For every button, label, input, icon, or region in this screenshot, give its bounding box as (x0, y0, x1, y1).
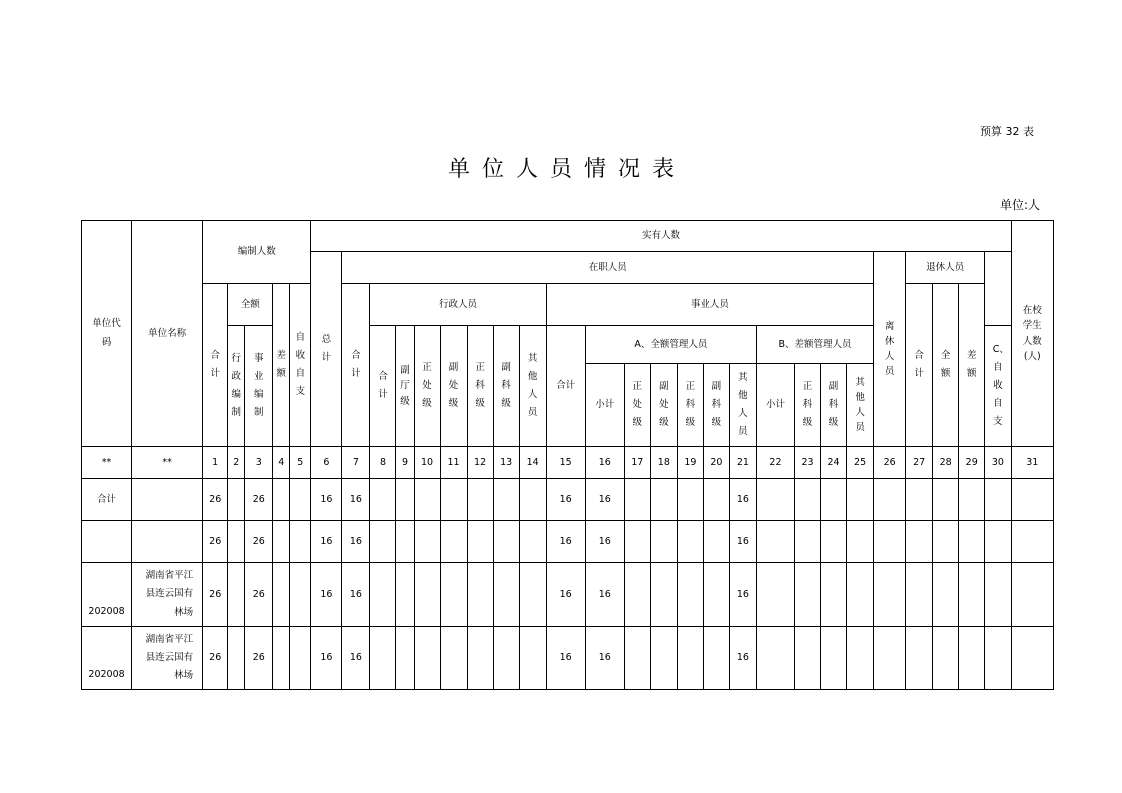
index-cell: 6 (311, 447, 342, 479)
index-cell: 2 (228, 447, 245, 479)
value-cell (985, 521, 1011, 563)
header-admin-staffing: 行政编制 (228, 326, 245, 447)
table-row (82, 479, 1054, 521)
header-b-other: 其他人员 (847, 364, 874, 447)
value-cell (414, 479, 440, 521)
value-cell (493, 627, 519, 690)
value-cell (959, 479, 985, 521)
index-cell: ** (132, 447, 203, 479)
value-cell (228, 563, 245, 627)
index-cell: 12 (467, 447, 493, 479)
value-cell (677, 479, 703, 521)
value-cell (959, 627, 985, 690)
value-cell: 26 (245, 479, 273, 521)
index-cell: 14 (519, 447, 546, 479)
value-cell (1011, 627, 1053, 690)
unit-name-cell: 湖南省平江县连云国有林场 (132, 563, 203, 627)
header-a-full-management: A、全额管理人员 (585, 326, 756, 364)
value-cell (493, 521, 519, 563)
index-cell: 18 (650, 447, 677, 479)
value-cell (959, 563, 985, 627)
index-cell: 28 (933, 447, 959, 479)
header-retired: 退休人员 (906, 252, 985, 284)
header-a-deputy-division: 副处级 (650, 364, 677, 447)
value-cell: 16 (546, 563, 585, 627)
header-retired-balance: 差额 (959, 284, 985, 447)
value-cell: 16 (311, 563, 342, 627)
value-cell (370, 563, 396, 627)
value-cell (756, 627, 794, 690)
header-balance-funding: 差额 (273, 284, 290, 447)
value-cell (795, 479, 821, 521)
value-cell: 26 (203, 521, 228, 563)
value-cell (874, 627, 906, 690)
value-cell (519, 627, 546, 690)
unit-name-cell (132, 479, 203, 521)
value-cell (677, 627, 703, 690)
header-deputy-division: 副处级 (440, 326, 467, 447)
index-cell: 31 (1011, 447, 1053, 479)
value-cell (677, 521, 703, 563)
value-cell (493, 563, 519, 627)
header-in-service: 在职人员 (342, 252, 874, 284)
value-cell: 16 (585, 479, 624, 521)
index-cell: 26 (874, 447, 906, 479)
value-cell (650, 627, 677, 690)
value-cell: 16 (729, 479, 756, 521)
table-row (82, 563, 1054, 627)
index-cell: 25 (847, 447, 874, 479)
header-b-deputy-section: 副科级 (821, 364, 847, 447)
index-cell: 21 (729, 447, 756, 479)
header-deputy-bureau: 副厅级 (396, 326, 414, 447)
value-cell: 16 (311, 627, 342, 690)
value-cell (1011, 563, 1053, 627)
value-cell (228, 521, 245, 563)
header-students: 在校学生人数(人) (1011, 221, 1053, 447)
value-cell: 16 (546, 627, 585, 690)
value-cell: 16 (311, 521, 342, 563)
value-cell (290, 521, 311, 563)
value-cell: 26 (245, 627, 273, 690)
value-cell (440, 627, 467, 690)
value-cell (467, 563, 493, 627)
value-cell (703, 479, 729, 521)
value-cell (228, 627, 245, 690)
value-cell (396, 627, 414, 690)
value-cell (624, 563, 650, 627)
value-cell (874, 479, 906, 521)
index-cell: 3 (245, 447, 273, 479)
value-cell: 26 (245, 521, 273, 563)
header-staffing: 编制人数 (203, 221, 311, 284)
value-cell (703, 627, 729, 690)
index-cell: 19 (677, 447, 703, 479)
value-cell: 26 (245, 563, 273, 627)
value-cell (273, 479, 290, 521)
index-cell: 1 (203, 447, 228, 479)
value-cell (906, 563, 933, 627)
value-cell: 26 (203, 563, 228, 627)
index-cell: 24 (821, 447, 847, 479)
index-cell: ** (82, 447, 132, 479)
header-chief-section: 正科级 (467, 326, 493, 447)
value-cell (290, 563, 311, 627)
index-cell: 27 (906, 447, 933, 479)
header-a-other: 其他人员 (729, 364, 756, 447)
header-institution-total: 合计 (546, 326, 585, 447)
value-cell (290, 627, 311, 690)
value-cell (624, 479, 650, 521)
personnel-table (81, 220, 1054, 690)
value-cell (847, 627, 874, 690)
value-cell (874, 521, 906, 563)
header-c-self-funded: C、自收自支 (985, 326, 1011, 447)
value-cell: 16 (311, 479, 342, 521)
index-cell: 16 (585, 447, 624, 479)
index-cell: 30 (985, 447, 1011, 479)
value-cell (467, 521, 493, 563)
value-cell (519, 563, 546, 627)
value-cell (906, 479, 933, 521)
value-cell (440, 479, 467, 521)
header-b-subtotal: 小计 (756, 364, 794, 447)
value-cell: 16 (585, 563, 624, 627)
unit-name-cell: 湖南省平江县连云国有林场 (132, 627, 203, 690)
value-cell: 16 (729, 627, 756, 690)
header-retired-full: 全额 (933, 284, 959, 447)
value-cell (933, 521, 959, 563)
index-cell: 20 (703, 447, 729, 479)
value-cell (467, 627, 493, 690)
header-a-deputy-section: 副科级 (703, 364, 729, 447)
value-cell (906, 521, 933, 563)
header-retired-officials: 离休人员 (874, 252, 906, 447)
value-cell: 26 (203, 479, 228, 521)
value-cell (273, 521, 290, 563)
header-quota-total: 合计 (203, 284, 228, 447)
value-cell: 16 (729, 563, 756, 627)
unit-label: 单位:人 (1000, 198, 1041, 212)
value-cell (821, 521, 847, 563)
unit-code-cell: 202008 (82, 627, 132, 690)
header-unit-code: 单位代码 (82, 221, 132, 447)
value-cell (795, 521, 821, 563)
unit-name-cell (132, 521, 203, 563)
value-cell (677, 563, 703, 627)
form-number: 预算 32 表 (980, 125, 1034, 138)
value-cell (370, 521, 396, 563)
unit-code-cell: 202008 (82, 563, 132, 627)
value-cell (874, 563, 906, 627)
value-cell: 16 (729, 521, 756, 563)
value-cell (396, 479, 414, 521)
value-cell (756, 521, 794, 563)
value-cell: 16 (585, 521, 624, 563)
header-retired-total: 合计 (906, 284, 933, 447)
header-a-chief-division: 正处级 (624, 364, 650, 447)
index-cell: 29 (959, 447, 985, 479)
value-cell (985, 563, 1011, 627)
header-full-funding: 全额 (228, 284, 273, 326)
value-cell (821, 479, 847, 521)
header-admin-other: 其他人员 (519, 326, 546, 447)
index-cell: 5 (290, 447, 311, 479)
header-chief-division: 正处级 (414, 326, 440, 447)
index-cell: 8 (370, 447, 396, 479)
value-cell (290, 479, 311, 521)
header-a-chief-section: 正科级 (677, 364, 703, 447)
value-cell (519, 521, 546, 563)
value-cell (933, 563, 959, 627)
index-cell: 15 (546, 447, 585, 479)
value-cell (1011, 479, 1053, 521)
value-cell (756, 563, 794, 627)
header-self-funded: 自收自支 (290, 284, 311, 447)
value-cell (795, 563, 821, 627)
value-cell (906, 627, 933, 690)
header-b-balance-management: B、差额管理人员 (756, 326, 873, 364)
value-cell (933, 479, 959, 521)
unit-code-cell (82, 521, 132, 563)
index-cell: 23 (795, 447, 821, 479)
value-cell (396, 521, 414, 563)
value-cell (370, 479, 396, 521)
value-cell: 16 (342, 479, 370, 521)
table-row (82, 627, 1054, 690)
value-cell (650, 479, 677, 521)
index-cell: 7 (342, 447, 370, 479)
value-cell (493, 479, 519, 521)
value-cell (985, 479, 1011, 521)
header-unit-name: 单位名称 (132, 221, 203, 447)
value-cell: 16 (342, 563, 370, 627)
value-cell (703, 521, 729, 563)
value-cell (396, 563, 414, 627)
value-cell (414, 521, 440, 563)
value-cell (273, 563, 290, 627)
value-cell (703, 563, 729, 627)
index-cell: 13 (493, 447, 519, 479)
page-title: 单位人员情况表 (447, 157, 686, 182)
value-cell (228, 479, 245, 521)
value-cell (624, 521, 650, 563)
header-institution-staffing: 事业编制 (245, 326, 273, 447)
table-row (82, 521, 1054, 563)
header-b-chief-section: 正科级 (795, 364, 821, 447)
header-admin-total: 合计 (370, 326, 396, 447)
unit-code-cell: 合计 (82, 479, 132, 521)
value-cell (959, 521, 985, 563)
value-cell (440, 563, 467, 627)
value-cell (756, 479, 794, 521)
header-deputy-section: 副科级 (493, 326, 519, 447)
value-cell (440, 521, 467, 563)
value-cell (519, 479, 546, 521)
value-cell (370, 627, 396, 690)
value-cell (821, 627, 847, 690)
value-cell: 16 (342, 521, 370, 563)
value-cell: 16 (546, 521, 585, 563)
value-cell (821, 563, 847, 627)
value-cell (624, 627, 650, 690)
value-cell (414, 627, 440, 690)
value-cell: 16 (585, 627, 624, 690)
index-cell: 10 (414, 447, 440, 479)
value-cell (1011, 521, 1053, 563)
value-cell (467, 479, 493, 521)
header-in-service-total: 合计 (342, 284, 370, 447)
header-actual: 实有人数 (311, 221, 1011, 252)
index-cell: 22 (756, 447, 794, 479)
value-cell (985, 627, 1011, 690)
value-cell (650, 521, 677, 563)
header-grand-total: 总计 (311, 252, 342, 447)
value-cell (933, 627, 959, 690)
header-institution-staff: 事业人员 (546, 284, 873, 326)
value-cell: 16 (546, 479, 585, 521)
index-cell: 9 (396, 447, 414, 479)
index-cell: 17 (624, 447, 650, 479)
value-cell: 26 (203, 627, 228, 690)
value-cell (847, 563, 874, 627)
value-cell (650, 563, 677, 627)
value-cell: 16 (342, 627, 370, 690)
value-cell (847, 521, 874, 563)
index-cell: 11 (440, 447, 467, 479)
index-row (82, 447, 1054, 479)
header-a-subtotal: 小计 (585, 364, 624, 447)
value-cell (273, 627, 290, 690)
value-cell (847, 479, 874, 521)
index-cell: 4 (273, 447, 290, 479)
value-cell (414, 563, 440, 627)
value-cell (795, 627, 821, 690)
header-admin-staff: 行政人员 (370, 284, 546, 326)
